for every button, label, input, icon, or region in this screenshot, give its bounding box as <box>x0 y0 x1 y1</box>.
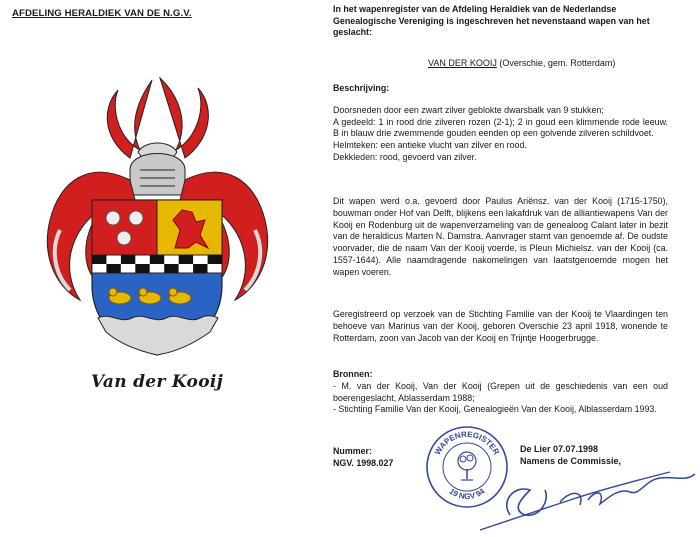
rose-2-icon <box>129 211 143 225</box>
place-date: De Lier 07.07.1998 <box>520 444 599 454</box>
nummer-block <box>333 446 433 470</box>
beschrijving-section <box>333 83 668 164</box>
bronnen-title: Bronnen: <box>333 369 373 379</box>
helmet <box>130 154 185 196</box>
geslacht-place: (Overschie, gem. Rotterdam) <box>499 58 616 68</box>
nummer-value: NGV. 1998.027 <box>333 457 394 468</box>
bronnen-item: - Stichting Familie Van der Kooij, Genealogieën Van der Kooij, Alblasserdam 1993. <box>333 404 657 415</box>
signature-text: EGvan Beijn <box>530 505 537 506</box>
history-paragraph: Dit wapen werd o.a. gevoerd door Paulus Ariënsz. van der Kooij (1715-1750), bouwman onder Hof van Delft, blijkens een lakafdruk van de alliantiewapens Van der Kooij en Rodenburg uit de wapenverzameling van de genealoog Calant later in bezit van de heraldicus Marten N. Damstra. Aanvrager stamt van genoemde af. De oudste voorvader, die de naam Van der Kooij voerde, is Pleun Michielsz. van der Kooij (ca. 1557-1644). Alle naamdragende nakomelingen van laatstgenoemde mogen het wapen voeren. <box>333 196 668 277</box>
wavy-base <box>98 316 218 355</box>
seal-text-bottom: 19 NGV 94 <box>447 486 487 502</box>
beschrijving-line: A gedeeld: 1 in rood drie zilveren rozen (2-1); 2 in goud een klimmende rode leeuw. B in blauw drie zwemmende gouden eenden op een golvende zilveren schildvoet. <box>333 116 668 139</box>
checkered-bar <box>92 255 222 273</box>
family-script-name: Van der Kooij <box>90 372 224 392</box>
signature <box>470 460 700 535</box>
beschrijving-line: Doorsneden door een zwart zilver geblokte dwarsbalk van 9 stukken; <box>333 104 604 115</box>
beschrijving-title: Beschrijving: <box>333 83 390 93</box>
bronnen-item: - M. van der Kooij, Van der Kooij (Grepen uit de geschiedenis van een oud boerengeslacht, Ablasserdam 1988; <box>333 380 668 403</box>
bronnen-section <box>333 369 668 416</box>
field-red <box>92 200 157 255</box>
intro-text: In het wapenregister van de Afdeling Heraldiek van de Nederlandse Genealogische Vereniging is ingeschreven het nevenstaand wapen van het geslacht: <box>333 4 650 38</box>
rose-3-icon <box>117 231 131 245</box>
nummer-label: Nummer: <box>333 446 372 456</box>
seal-text-top: WAPENREGISTER <box>433 429 501 457</box>
department-heading: AFDELING HERALDIEK VAN DE N.G.V. <box>12 8 192 19</box>
coat-of-arms <box>20 70 285 370</box>
geslacht-name: VAN DER KOOIJ <box>428 58 497 68</box>
namens-commissie: Namens de Commissie, <box>520 456 622 466</box>
rose-1-icon <box>106 211 120 225</box>
geslacht-line <box>428 58 615 68</box>
shield <box>92 200 222 355</box>
registration-paragraph: Geregistreerd op verzoek van de Stichting Familie van der Kooij te Vlaardingen ten behoeve van Marinus van der Kooij, geboren Overschie 23 april 1918, wonende te Rotterdam, zoon van Jacob van der Kooij en Trijntje Hoogerbrugge. <box>333 309 668 343</box>
beschrijving-line: Dekkleden: rood, gevoerd van zilver. <box>333 151 477 162</box>
beschrijving-line: Helmteken: een antieke vlucht van zilver en rood. <box>333 140 527 151</box>
